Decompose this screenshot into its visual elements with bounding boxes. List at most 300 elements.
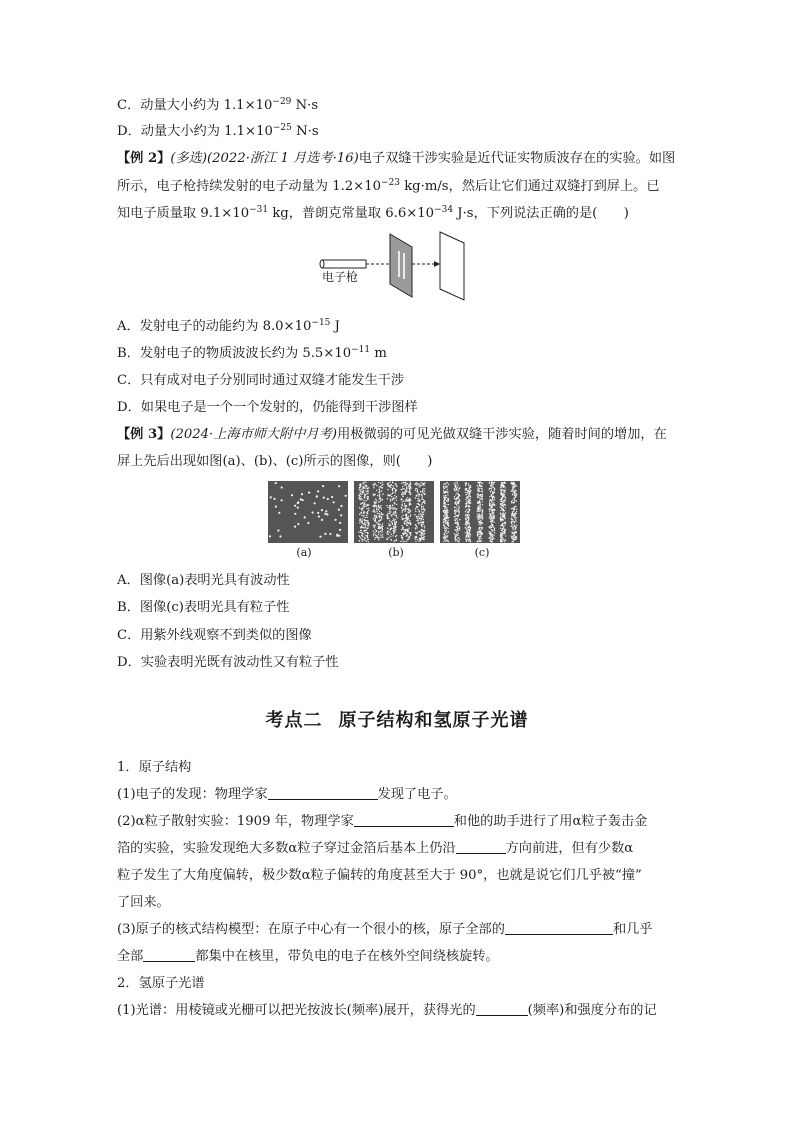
photo-dot (374, 506, 375, 507)
photo-dot (493, 484, 494, 485)
photo-dot (514, 484, 515, 485)
photo-dot (501, 504, 502, 505)
paragraph-nuclear-model-2 (117, 947, 682, 967)
photo-dot (393, 509, 394, 510)
photo-dot (326, 513, 328, 515)
photo-dot (401, 498, 402, 499)
double-slit-figure (318, 229, 468, 301)
photo-dot (380, 497, 381, 498)
photo-dot (409, 489, 410, 490)
photo-dot (394, 540, 395, 541)
photo-dot (501, 499, 502, 500)
photo-dot (314, 502, 316, 504)
photo-dot (446, 539, 447, 540)
photo-dot (410, 484, 411, 485)
photo-dot (400, 541, 401, 542)
photo-dot (374, 539, 375, 540)
arrow-icon (434, 261, 440, 267)
photo-dot (454, 510, 455, 511)
photo-dot (491, 512, 492, 513)
photo-dot (481, 488, 482, 489)
photo-dot (512, 486, 513, 487)
photo-dot (455, 539, 456, 540)
photo-dot (465, 485, 466, 486)
photo-dot (373, 531, 374, 532)
photo-dot (492, 503, 493, 504)
fill-blank[interactable] (456, 839, 506, 854)
photo-dot (443, 495, 444, 496)
photo-dot (410, 500, 411, 501)
photo-dot (470, 485, 471, 486)
photo-dot (366, 517, 367, 518)
photo-dot (377, 495, 378, 496)
photo-dot (386, 505, 387, 506)
photo-dot (500, 533, 501, 534)
photo-dot (447, 494, 448, 495)
photo-dot (367, 539, 368, 540)
photo-dot (512, 483, 513, 484)
photo-dot (502, 528, 503, 529)
photo-dot (395, 491, 396, 492)
photo-dot (512, 513, 513, 514)
photo-dot (359, 520, 360, 521)
photo-dot (374, 501, 375, 502)
photo-dot (361, 540, 362, 541)
photo-dot (381, 490, 382, 491)
photo-dot (407, 531, 408, 532)
photo-dot (418, 503, 419, 504)
photo-dot (366, 491, 367, 492)
photo-dot (359, 484, 360, 485)
photo-dot (459, 499, 460, 500)
photo-dot (297, 507, 299, 509)
photo-dot (445, 521, 446, 522)
photo-dot (360, 486, 361, 487)
photo-dot (455, 501, 456, 502)
photo-dot (457, 537, 458, 538)
photo-dot (409, 536, 410, 537)
photo-dot (455, 523, 456, 524)
photo-dot (489, 517, 490, 518)
photo-dot (493, 482, 494, 483)
photo-dot (479, 522, 480, 523)
photo-dot (458, 496, 459, 497)
photo-dot (458, 485, 459, 486)
photo-dot (401, 483, 402, 484)
photo-dot (375, 537, 376, 538)
photo-dot (361, 538, 362, 539)
photo-dot (511, 522, 512, 523)
photo-dot (391, 508, 392, 509)
photo-dot (444, 519, 445, 520)
interference-photos (268, 481, 523, 543)
photo-dot (375, 519, 376, 520)
photo-dot (470, 496, 471, 497)
photo-dot (455, 518, 456, 519)
photo-dot (468, 499, 469, 500)
photo-dot (513, 489, 514, 490)
photo-dot (455, 529, 456, 530)
photo-dot (489, 509, 490, 510)
option-2d: D．如果电子是一个一个发射的，仍能得到干涉图样 (117, 400, 418, 415)
photo-dot (468, 501, 469, 502)
photo-dot (388, 537, 389, 538)
photo-dot (366, 530, 367, 531)
photo-dot (504, 486, 505, 487)
photo-dot (456, 511, 457, 512)
exponent: −29 (272, 97, 292, 107)
photo-dot (281, 499, 283, 501)
photo-dot (301, 493, 303, 495)
photo-dot (504, 500, 505, 501)
photo-dot (362, 492, 363, 493)
photo-dot (455, 487, 456, 488)
photo-dot (321, 509, 323, 511)
photo-dot (373, 518, 374, 519)
photo-dot (367, 493, 368, 494)
photo-dot (501, 530, 502, 531)
photo-dot (421, 538, 422, 539)
photo-dot (511, 501, 512, 502)
photo-dot (279, 535, 281, 537)
photo-dot (378, 509, 379, 510)
photo-dot (381, 536, 382, 537)
photo-dot (421, 498, 422, 499)
photo-dot (394, 495, 395, 496)
photo-dot (424, 490, 425, 491)
photo-dot (466, 539, 467, 540)
paragraph-alpha-4: 了回来。 (117, 895, 170, 910)
photo-dot (393, 485, 394, 486)
fill-blank[interactable] (505, 920, 613, 935)
photo-dot (477, 488, 478, 489)
photo-dot (393, 530, 394, 531)
photo-dot (367, 537, 368, 538)
photo-dot (405, 523, 406, 524)
photo-dot (457, 515, 458, 516)
photo-dot (364, 537, 365, 538)
photo-dot (511, 531, 512, 532)
photo-dot (466, 505, 467, 506)
photo-dot (466, 509, 467, 510)
photo-dot (324, 533, 326, 535)
text: 箔的实验，实验发现绝大多数α粒子穿过金箔后基本上仍沿 (117, 841, 456, 856)
photo-dot (415, 541, 416, 542)
photo-dot (501, 508, 502, 509)
photo-dot (395, 527, 396, 528)
photo-dot (491, 529, 492, 530)
photo-dot (359, 492, 360, 493)
photo-dot (455, 485, 456, 486)
photo-dot (512, 494, 513, 495)
photo-dot (414, 538, 415, 539)
photo-dot (420, 515, 421, 516)
photo-dot (379, 490, 380, 491)
photo-dot (477, 485, 478, 486)
photo-dot (465, 515, 466, 516)
photo-dot (443, 537, 444, 538)
photo-dot (444, 503, 445, 504)
photo-dot (478, 538, 479, 539)
photo-dot (424, 482, 425, 483)
photo-dot (417, 492, 418, 493)
photo-dot (406, 483, 407, 484)
photo-dot (421, 535, 422, 536)
photo-dot (363, 504, 364, 505)
photo-dot (502, 497, 503, 498)
photo-dot (469, 531, 470, 532)
photo-dot (367, 528, 368, 529)
photo-dot (408, 518, 409, 519)
paragraph-alpha-2 (117, 839, 682, 859)
photo-dot (502, 513, 503, 514)
photo-dot (482, 489, 483, 490)
photo-dot (492, 482, 493, 483)
photo-dot (480, 515, 481, 516)
photo-dot (406, 519, 407, 520)
text: kg，普朗克常量取 6.6×10 (268, 206, 435, 221)
photo-dot (456, 505, 457, 506)
photo-dot (446, 500, 447, 501)
paragraph-nuclear-model-1 (117, 920, 682, 940)
fill-blank[interactable] (354, 812, 454, 827)
photo-dot (367, 520, 368, 521)
photo-dot (446, 485, 447, 486)
photo-dot (421, 504, 422, 505)
photo-dot (491, 504, 492, 505)
photo-dot (381, 516, 382, 517)
photo-dot (324, 513, 326, 515)
photo-dot (511, 526, 512, 527)
photo-dot (340, 505, 342, 507)
photo-dot (514, 526, 515, 527)
photo-dot (480, 507, 481, 508)
electron-gun-back (320, 260, 324, 268)
photo-dot (503, 527, 504, 528)
text: A．发射电子的动能约为 8.0×10 (117, 319, 312, 334)
photo-dot (500, 485, 501, 486)
photo-dot (418, 520, 419, 521)
photo-dot (467, 490, 468, 491)
photo-dot (423, 519, 424, 520)
fill-blank[interactable] (143, 947, 195, 962)
photo-dot (377, 513, 378, 514)
photo-dot (511, 508, 512, 509)
photo-dot (394, 508, 395, 509)
photo-dot (505, 498, 506, 499)
photo-dot (448, 517, 449, 518)
photo-dot (500, 532, 501, 533)
photo-dot (490, 515, 491, 516)
photo-dot (513, 491, 514, 492)
photo-dot (376, 485, 377, 486)
photo-dot (492, 492, 493, 493)
photo-dot (481, 486, 482, 487)
photo-dot (362, 488, 363, 489)
photo-dot (504, 494, 505, 495)
photo-dot (393, 497, 394, 498)
photo-dot (443, 486, 444, 487)
photo-dot (501, 537, 502, 538)
photo-dot (503, 533, 504, 534)
photo-dot (458, 498, 459, 499)
photo-dot (465, 532, 466, 533)
photo-dot (364, 530, 365, 531)
photo-dot (417, 527, 418, 528)
photo-dot (456, 539, 457, 540)
photo-dot (387, 517, 388, 518)
photo-dot (479, 490, 480, 491)
photo-dot (516, 520, 517, 521)
photo-dot (390, 511, 391, 512)
photo-dot (468, 530, 469, 531)
example-3-line-1 (117, 425, 682, 445)
photo-dot (493, 538, 494, 539)
photo-dot (338, 535, 340, 537)
photo-dot (319, 536, 321, 538)
photo-dot (419, 518, 420, 519)
photo-dot (512, 524, 513, 525)
photo-dot (468, 490, 469, 491)
photo-dot (363, 490, 364, 491)
photo-dot (395, 483, 396, 484)
text: kg·m/s，然后让它们通过双缝打到屏上。已 (400, 179, 660, 194)
fill-blank[interactable] (268, 785, 378, 800)
option-3d: D．实验表明光既有波动性又有粒子性 (117, 655, 339, 670)
photo-dot (444, 539, 445, 540)
photo-dot (395, 526, 396, 527)
example-source: (2024·上海市师大附中月考) (170, 427, 338, 442)
photo-dot (415, 532, 416, 533)
photo-dot (405, 514, 406, 515)
photo-dot (401, 511, 402, 512)
option-d-momentum (117, 122, 682, 142)
photo-dot (381, 525, 382, 526)
photo-dot (376, 517, 377, 518)
photo-dot (457, 502, 458, 503)
photo-dot (401, 507, 402, 508)
text: D．动量大小约为 1.1×10 (117, 124, 273, 139)
photo-dot (489, 482, 490, 483)
fill-blank[interactable] (476, 1001, 528, 1016)
photo-dot (501, 491, 502, 492)
photo-dot (459, 519, 460, 520)
photo-dot (367, 490, 368, 491)
photo-dot (402, 518, 403, 519)
photo-dot (374, 484, 375, 485)
photo-dot (444, 526, 445, 527)
photo-dot (444, 517, 445, 518)
photo-dot (377, 522, 378, 523)
photo-dot (445, 497, 446, 498)
photo-dot (490, 514, 491, 515)
photo-dot (503, 539, 504, 540)
photo-dot (421, 522, 422, 523)
photo-dot (424, 500, 425, 501)
photo-dot (392, 489, 393, 490)
photo-dot (514, 494, 515, 495)
photo-dot (363, 540, 364, 541)
photo-dot (490, 527, 491, 528)
photo-dot (374, 516, 375, 517)
text: J (330, 319, 340, 334)
photo-dot (396, 535, 397, 536)
photo-dot (514, 482, 515, 483)
photo-dot (469, 537, 470, 538)
photo-dot (387, 528, 388, 529)
photo-dot (514, 525, 515, 526)
photo-dot (379, 494, 380, 495)
photo-dot (480, 516, 481, 517)
caption-a: (a) (296, 546, 312, 559)
photo-dot (422, 512, 423, 513)
photo-dot (366, 493, 367, 494)
photo-dot (477, 513, 478, 514)
photo-dot (504, 530, 505, 531)
text: 都集中在核里，带负电的电子在核外空间绕核旋转。 (195, 949, 499, 964)
photo-dot (379, 526, 380, 527)
photo-dot (458, 494, 459, 495)
photo-dot (468, 485, 469, 486)
photo-dot (457, 511, 458, 512)
photo-dot (491, 489, 492, 490)
photo-dot (405, 541, 406, 542)
photo-dot (459, 540, 460, 541)
photo-dot (379, 489, 380, 490)
photo-dot (516, 494, 517, 495)
photo-dot (419, 484, 420, 485)
photo-dot (443, 487, 444, 488)
photo-dot (407, 497, 408, 498)
photo-dot (333, 501, 335, 503)
photo-dot (467, 529, 468, 530)
photo-dot (459, 539, 460, 540)
photo-dot (422, 509, 423, 510)
photo-dot (300, 498, 302, 500)
photo-dot (402, 496, 403, 497)
photo-dot (421, 526, 422, 527)
photo-dot (404, 503, 405, 504)
photo-dot (491, 494, 492, 495)
photo-dot (500, 541, 501, 542)
photo-dot (373, 487, 374, 488)
photo-dot (374, 525, 375, 526)
photo-dot (394, 532, 395, 533)
photo-dot (375, 499, 376, 500)
photo-dot (492, 520, 493, 521)
photo-dot (423, 514, 424, 515)
photo-dot (406, 505, 407, 506)
photo-dot (387, 495, 388, 496)
photo-dot (445, 528, 446, 529)
photo-dot (455, 541, 456, 542)
photo-dot (361, 518, 362, 519)
photo-dot (392, 524, 393, 525)
photo-dot (408, 508, 409, 509)
photo-dot (417, 500, 418, 501)
photo-dot (275, 506, 277, 508)
photo-dot (457, 528, 458, 529)
photo-dot (409, 512, 410, 513)
photo-dot (410, 532, 411, 533)
photo-dot (362, 539, 363, 540)
photo-dot (467, 492, 468, 493)
photo-dot (446, 527, 447, 528)
photo-dot (478, 482, 479, 483)
photo-dot (405, 484, 406, 485)
photo-dot (490, 509, 491, 510)
photo-dot (365, 526, 366, 527)
